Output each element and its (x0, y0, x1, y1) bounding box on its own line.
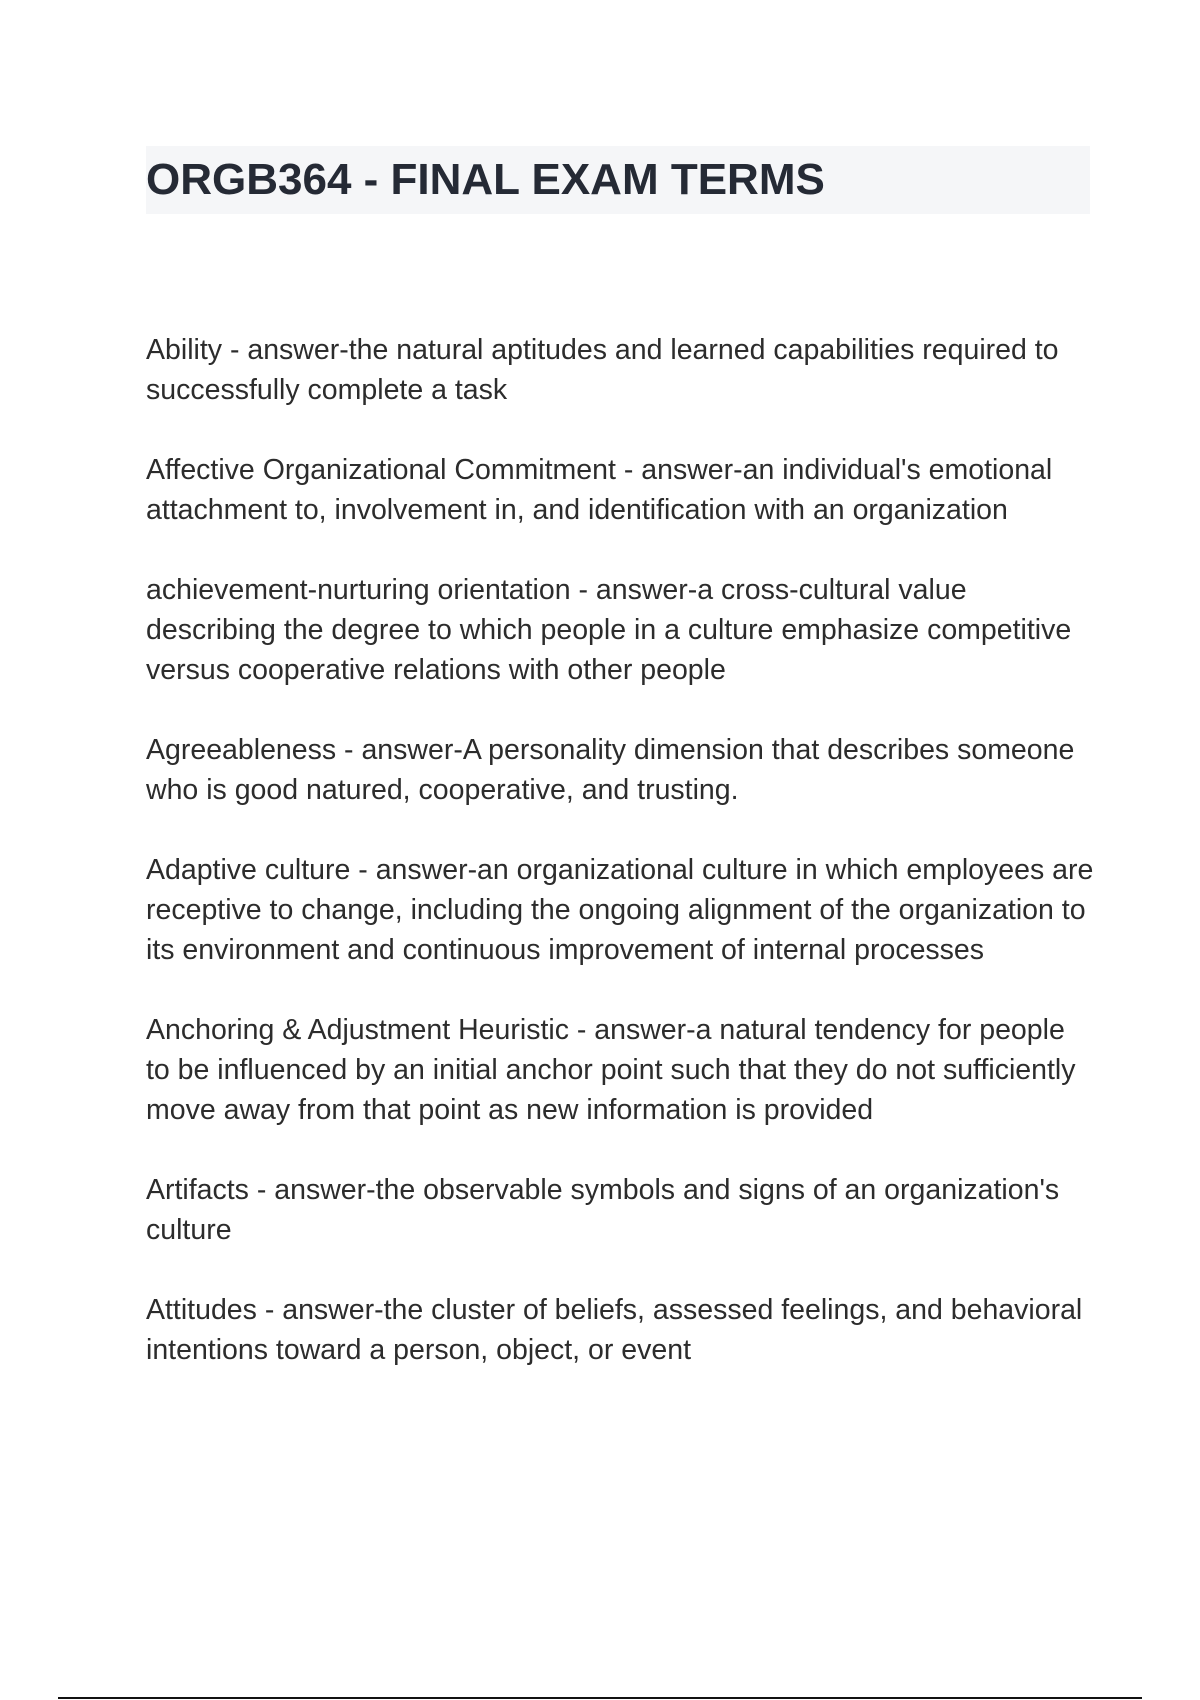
term-entry: achievement-nurturing orientation - answer-a cross-cultural value describing the degree to which people in a culture emphasize competitive versus cooperative relations with other people (146, 574, 1072, 686)
term-entry: Ability - answer-the natural aptitudes and learned capabilities required to successfully complete a task (146, 334, 1059, 406)
page-title: ORGB364 - FINAL EXAM TERMS (146, 155, 825, 204)
term-entry: Affective Organizational Commitment - answer-an individual's emotional attachment to, involvement in, and identification with an organization (146, 454, 1053, 526)
term-entry: Agreeableness - answer-A personality dimension that describes someone who is good natured, cooperative, and trusting. (146, 734, 1075, 806)
term-entry: Anchoring & Adjustment Heuristic - answer-a natural tendency for people to be influenced by an initial anchor point such that they do not sufficiently move away from that point as new information is provided (146, 1014, 1076, 1126)
term-entry: Artifacts - answer-the observable symbols and signs of an organization's culture (146, 1174, 1060, 1246)
title-banner (146, 146, 1090, 214)
term-entry: Attitudes - answer-the cluster of beliefs, assessed feelings, and behavioral intentions toward a person, object, or event (146, 1294, 1083, 1366)
page-divider (58, 1697, 1142, 1699)
term-entry: Adaptive culture - answer-an organizational culture in which employees are receptive to change, including the ongoing alignment of the organization to its environment and continuous improvement of internal processes (146, 854, 1094, 966)
terms-list (146, 330, 1096, 1410)
